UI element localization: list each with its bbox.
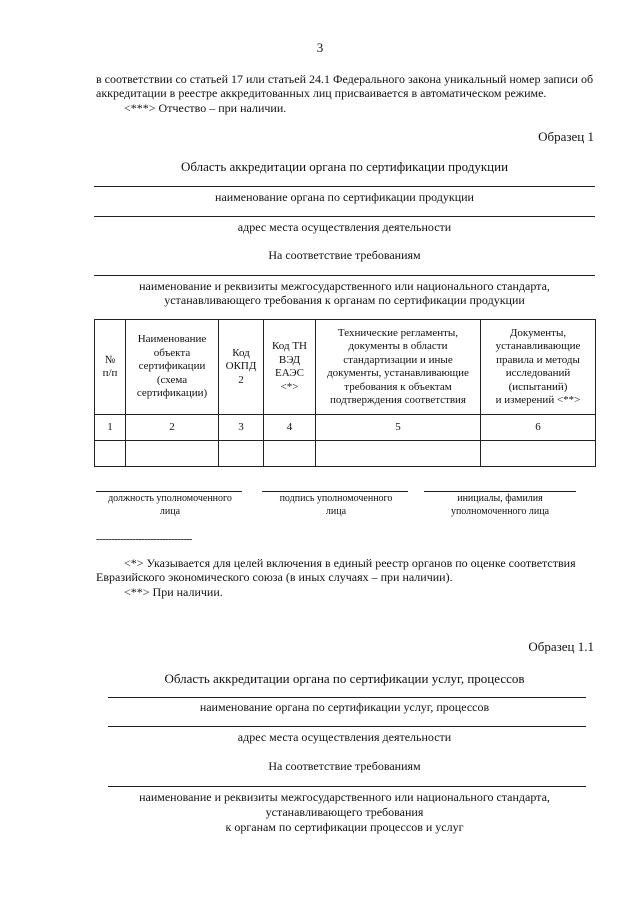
conformity-heading: На соответствие требованиям xyxy=(268,759,421,773)
text-line: в соответствии со статьей 17 или статьей 24.1 Федерального закона уникальный номер записи об xyxy=(96,72,594,86)
blank-line xyxy=(94,275,595,276)
header-line: сертификации xyxy=(138,360,206,373)
caption-line: лица xyxy=(159,506,181,517)
signature-caption-signature xyxy=(258,492,414,518)
footnote-registry: Евразийского экономического союза (в иных случаях – при наличии). xyxy=(96,570,453,584)
text-line: аккредитации в реестре аккредитованных лиц присваивается в автоматическом режиме. xyxy=(96,86,547,100)
sample-label: Образец 1 xyxy=(538,129,594,144)
header-cell-regulations xyxy=(316,320,481,415)
header-line: Код ТН xyxy=(272,340,307,352)
caption-standard: устанавливающего требования xyxy=(265,805,424,819)
blank-line xyxy=(108,697,586,698)
header-cell-object xyxy=(126,320,219,415)
blank-line xyxy=(108,786,586,787)
table-cell xyxy=(126,441,219,467)
column-number: 3 xyxy=(219,415,264,441)
header-cell-okpd xyxy=(219,320,264,415)
column-number: 2 xyxy=(126,415,219,441)
section-title: Область аккредитации органа по сертификации услуг, процессов xyxy=(164,671,525,686)
signature-caption-name xyxy=(420,492,580,518)
caption-line: подпись уполномоченного xyxy=(279,493,393,504)
caption-standard: наименование и реквизиты межгосударственного или национального стандарта, xyxy=(139,790,550,804)
header-line: и измерений <**> xyxy=(495,394,581,406)
header-cell-number xyxy=(95,320,126,415)
page-number: 3 xyxy=(316,40,324,55)
header-line: документы в области xyxy=(348,340,448,352)
header-line: требования к объектам xyxy=(344,380,452,393)
column-number: 5 xyxy=(316,415,481,441)
caption-standard: устанавливающего требования к органам по сертификации продукции xyxy=(164,293,525,307)
header-cell-tnved xyxy=(264,320,316,415)
blank-line xyxy=(94,186,595,187)
header-line: документы, устанавливающие xyxy=(327,367,469,379)
table-cell xyxy=(219,441,264,467)
header-line: подтверждения соответствия xyxy=(330,394,466,406)
header-line: правила и методы xyxy=(496,353,580,366)
table-header-row xyxy=(95,320,596,415)
caption-standard: наименование и реквизиты межгосударственного или национального стандарта, xyxy=(139,279,550,293)
header-line: исследований xyxy=(505,367,571,379)
signature-caption-position xyxy=(92,492,248,518)
table-cell xyxy=(316,441,481,467)
header-line: стандартизации и иные xyxy=(343,353,453,366)
column-number: 1 xyxy=(95,415,126,441)
header-line: Документы, xyxy=(509,326,567,339)
footnote-separator: -------------------------------- xyxy=(96,534,192,545)
footnote-registry: <*> Указывается для целей включения в единый реестр органов по оценке соответствия xyxy=(124,556,576,570)
footnote-patronymic: <***> Отчество – при наличии. xyxy=(124,101,287,115)
header-line: п/п xyxy=(102,367,118,379)
column-number: 4 xyxy=(264,415,316,441)
sample-label: Образец 1.1 xyxy=(528,639,594,654)
blank-line xyxy=(94,216,595,217)
footnote-optional: <**> При наличии. xyxy=(124,585,223,599)
header-line: Технические регламенты, xyxy=(337,326,459,339)
caption-line: должность уполномоченного xyxy=(108,493,232,504)
header-line: устанавливающие xyxy=(495,340,581,352)
header-line: <*> xyxy=(280,380,299,393)
header-line: Наименование xyxy=(137,333,207,346)
caption-org-name: наименование органа по сертификации продукции xyxy=(215,190,474,204)
table-cell xyxy=(95,441,126,467)
table-cell xyxy=(264,441,316,467)
header-line: ОКПД xyxy=(225,360,257,373)
header-line: (испытаний) xyxy=(508,380,568,393)
table-number-row xyxy=(95,415,596,441)
caption-standard: к органам по сертификации процессов и услуг xyxy=(225,820,464,834)
caption-line: лица xyxy=(325,506,347,517)
section-title: Область аккредитации органа по сертификации продукции xyxy=(180,159,509,174)
header-cell-methods xyxy=(481,320,596,415)
caption-line: инициалы, фамилия xyxy=(457,493,543,504)
caption-org-name: наименование органа по сертификации услуг, процессов xyxy=(199,700,490,714)
header-line: 2 xyxy=(238,373,244,386)
caption-address: адрес места осуществления деятельности xyxy=(237,220,452,234)
accreditation-table xyxy=(94,319,596,467)
blank-line xyxy=(108,726,586,727)
header-line: № xyxy=(104,353,116,366)
table-cell xyxy=(481,441,596,467)
header-line: Код xyxy=(232,346,250,359)
header-line: сертификации) xyxy=(136,387,208,400)
column-number: 6 xyxy=(481,415,596,441)
conformity-heading: На соответствие требованиям xyxy=(268,248,421,262)
header-line: ВЭД xyxy=(278,353,301,366)
caption-line: уполномоченного лица xyxy=(450,506,550,517)
caption-address: адрес места осуществления деятельности xyxy=(237,730,452,744)
header-line: ЕАЭС xyxy=(275,367,304,379)
header-line: объекта xyxy=(153,346,191,359)
table-row xyxy=(95,441,596,467)
header-line: (схема xyxy=(156,373,188,386)
